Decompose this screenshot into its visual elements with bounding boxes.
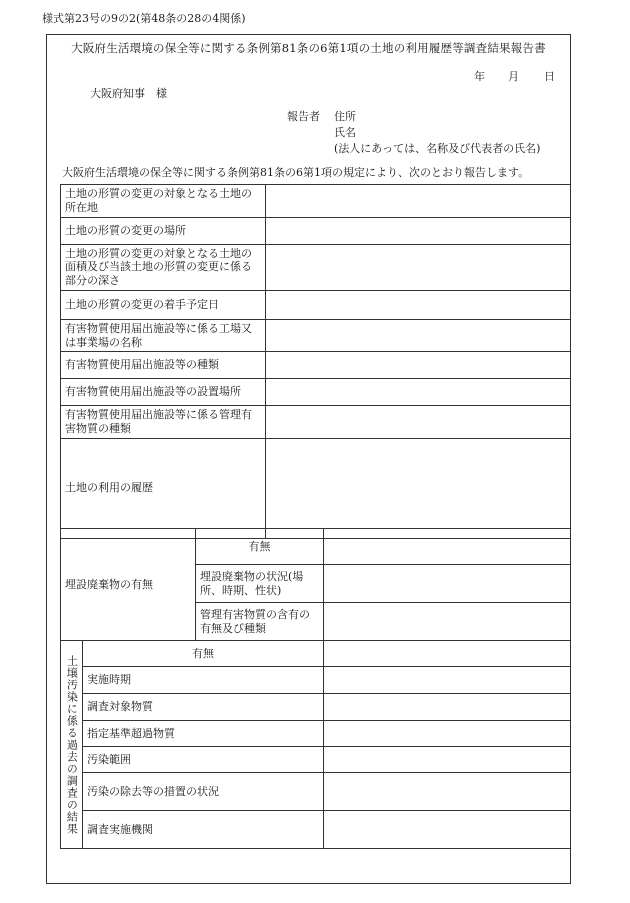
row-label: 調査実施機関 xyxy=(83,811,324,849)
row-value-field[interactable] xyxy=(324,721,571,747)
row-value-field[interactable] xyxy=(266,185,571,218)
row-label: 土地の形質の変更の場所 xyxy=(61,217,266,244)
table-row xyxy=(61,185,571,218)
row-label: 土地の形質の変更の対象となる土地の面積及び当該土地の形質の変更に係る部分の深さ xyxy=(61,244,266,290)
row-value-field[interactable] xyxy=(266,352,571,379)
row-value-field[interactable] xyxy=(324,667,571,694)
row-value-field[interactable] xyxy=(324,773,571,811)
table-row xyxy=(61,438,571,538)
table-row xyxy=(61,811,571,849)
buried-waste-table xyxy=(60,528,571,641)
row-label: 指定基準超過物質 xyxy=(83,721,324,747)
table-row xyxy=(61,773,571,811)
soil-survey-label-cell xyxy=(61,641,83,849)
report-title: 大阪府生活環境の保全等に関する条例第81条の6第1項の土地の利用履歴等調査結果報告書 xyxy=(71,41,546,55)
row-value-field[interactable] xyxy=(266,379,571,406)
reporter-address-label: 住所 xyxy=(334,110,356,123)
row-value-field[interactable] xyxy=(266,319,571,352)
row-label: 有害物質使用届出施設等に係る工場又は事業場の名称 xyxy=(61,319,266,352)
row-value-field[interactable] xyxy=(324,603,571,641)
table-row xyxy=(61,352,571,379)
reporter-name-label: 氏名 xyxy=(334,126,356,139)
row-value-field[interactable] xyxy=(266,406,571,439)
row-value-field[interactable] xyxy=(324,694,571,721)
table-row xyxy=(61,747,571,773)
row-value-field[interactable] xyxy=(324,529,571,565)
soil-survey-table xyxy=(60,640,571,849)
row-label: 汚染の除去等の措置の状況 xyxy=(83,773,324,811)
table-row xyxy=(61,406,571,439)
row-value-field[interactable] xyxy=(266,244,571,290)
reporter-label: 報告者 xyxy=(287,110,320,123)
row-value-field[interactable] xyxy=(266,290,571,319)
row-label: 有無 xyxy=(196,529,324,565)
row-label: 有害物質使用届出施設等の種類 xyxy=(61,352,266,379)
row-label: 調査対象物質 xyxy=(83,694,324,721)
addressee: 大阪府知事 様 xyxy=(90,87,167,100)
table-row xyxy=(61,319,571,352)
row-label: 土地の形質の変更の対象となる土地の所在地 xyxy=(61,185,266,218)
date-day-label: 日 xyxy=(544,70,555,83)
row-label: 管理有害物質の含有の有無及び種類 xyxy=(196,603,324,641)
row-value-field[interactable] xyxy=(324,811,571,849)
date-month-label: 月 xyxy=(508,70,519,83)
row-label: 有害物質使用届出施設等の設置場所 xyxy=(61,379,266,406)
row-label: 実施時期 xyxy=(83,667,324,694)
intro-text: 大阪府生活環境の保全等に関する条例第81条の6第1項の規定により、次のとおり報告します。 xyxy=(62,166,530,179)
form-code: 様式第23号の9の2(第48条の28の4関係) xyxy=(42,12,246,25)
table-row xyxy=(61,244,571,290)
table-row xyxy=(61,529,571,565)
table-row xyxy=(61,379,571,406)
row-value-field[interactable] xyxy=(324,747,571,773)
row-value-field[interactable] xyxy=(324,565,571,603)
main-table xyxy=(60,184,571,539)
table-row xyxy=(61,641,571,667)
date-year-label: 年 xyxy=(474,70,485,83)
row-label: 有無 xyxy=(83,641,324,667)
table-row xyxy=(61,290,571,319)
table-row xyxy=(61,694,571,721)
row-value-field[interactable] xyxy=(324,641,571,667)
buried-waste-label: 埋設廃棄物の有無 xyxy=(61,529,196,641)
row-label: 埋設廃棄物の状況(場所、時期、性状) xyxy=(196,565,324,603)
corporation-note: (法人にあっては、名称及び代表者の氏名) xyxy=(334,142,541,155)
table-row xyxy=(61,217,571,244)
row-label: 土地の利用の履歴 xyxy=(61,438,266,538)
row-label: 土地の形質の変更の着手予定日 xyxy=(61,290,266,319)
row-value-field[interactable] xyxy=(266,438,571,538)
table-row xyxy=(61,721,571,747)
table-row xyxy=(61,667,571,694)
row-value-field[interactable] xyxy=(266,217,571,244)
row-label: 汚染範囲 xyxy=(83,747,324,773)
row-label: 有害物質使用届出施設等に係る管理有害物質の種類 xyxy=(61,406,266,439)
soil-survey-label: 土壌汚染に係る過去の調査の結果 xyxy=(65,654,79,835)
